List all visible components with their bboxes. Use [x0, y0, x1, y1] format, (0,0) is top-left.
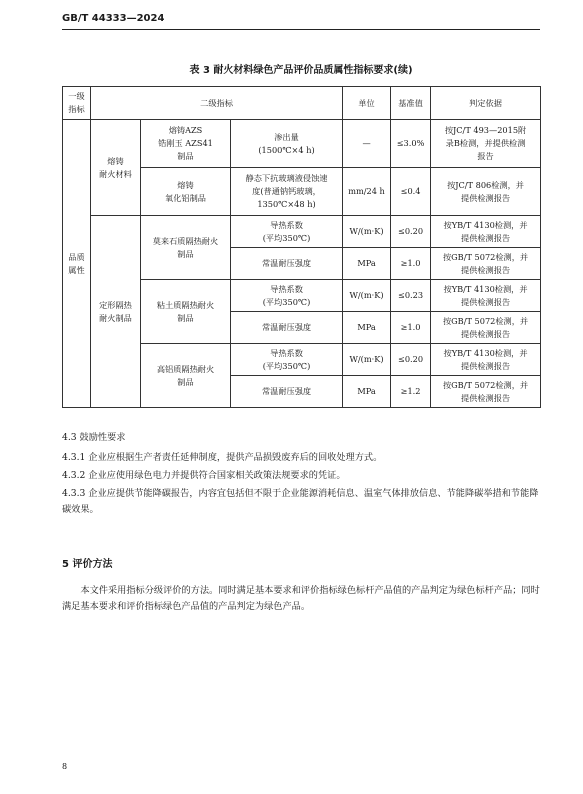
product-cell: 高铝质隔热耐火 制品	[141, 344, 231, 408]
unit-cell: W/(m·K)	[343, 344, 391, 376]
clause-4-3-3: 4.3.3 企业应提供节能降碳报告，内容宜包括但不限于企业能源消耗信息、温室气体排放信息、节能降碳举措和节能降碳效果。	[62, 488, 539, 515]
product-cell: 熔铸 氧化铝制品	[141, 168, 231, 216]
basis-cell: 按YB/T 4130检测，并 提供检测报告	[431, 280, 541, 312]
basis-cell: 按JC/T 493—2015附 录B检测，并提供检测 报告	[431, 120, 541, 168]
indicator-cell: 导热系数 (平均350℃)	[231, 344, 343, 376]
section-5-body: 本文件采用指标分级评价的方法。同时满足基本要求和评价指标绿色标杆产品值的产品判定为绿色标杆产品；同时满足基本要求和评价指标绿色产品值的产品判定为绿色产品。	[62, 585, 540, 612]
product-cell: 熔铸AZS 锆刚玉 AZS41 制品	[141, 120, 231, 168]
quality-attribute-table	[62, 86, 541, 408]
basis-cell: 按GB/T 5072检测，并 提供检测报告	[431, 376, 541, 408]
unit-cell: MPa	[343, 376, 391, 408]
unit-cell: W/(m·K)	[343, 216, 391, 248]
table-row	[63, 120, 541, 168]
table-title: 表 3 耐火材料绿色产品评价品质属性指标要求(续)	[189, 65, 413, 76]
page-number: 8	[62, 762, 68, 771]
unit-cell: mm/24 h	[343, 168, 391, 216]
indicator-cell: 渗出量 (1500℃×4 h)	[231, 120, 343, 168]
basis-cell: 按JC/T 806检测，并 提供检测报告	[431, 168, 541, 216]
basis-cell: 按YB/T 4130检测，并 提供检测报告	[431, 344, 541, 376]
product-cell: 粘土质隔热耐火 制品	[141, 280, 231, 344]
section-4-3-heading: 4.3 鼓励性要求	[62, 432, 126, 443]
baseline-cell: ≤0.20	[391, 344, 431, 376]
baseline-cell: ≤0.23	[391, 280, 431, 312]
standard-code: GB/T 44333—2024	[62, 13, 165, 24]
unit-cell: —	[343, 120, 391, 168]
basis-cell: 按YB/T 4130检测，并 提供检测报告	[431, 216, 541, 248]
indicator-cell: 常温耐压强度	[231, 248, 343, 280]
level1-cell: 品质 属性	[63, 120, 91, 408]
header-unit: 单位	[343, 87, 391, 120]
baseline-cell: ≥1.0	[391, 312, 431, 344]
baseline-cell: ≥1.2	[391, 376, 431, 408]
indicator-cell: 静态下抗玻璃液侵蚀速 度(普通钠钙玻璃， 1350℃×48 h)	[231, 168, 343, 216]
unit-cell: MPa	[343, 312, 391, 344]
header-level2: 二级指标	[91, 87, 343, 120]
group-cell-fused: 熔铸 耐火材料	[91, 120, 141, 216]
header-basis: 判定依据	[431, 87, 541, 120]
header-row	[63, 87, 541, 120]
header-baseline: 基准值	[391, 87, 431, 120]
basis-cell: 按GB/T 5072检测，并 提供检测报告	[431, 248, 541, 280]
indicator-cell: 常温耐压强度	[231, 376, 343, 408]
indicator-cell: 常温耐压强度	[231, 312, 343, 344]
indicator-cell: 导热系数 (平均350℃)	[231, 216, 343, 248]
header-rule	[62, 29, 540, 30]
section-5-heading: 5 评价方法	[62, 559, 113, 570]
baseline-cell: ≤0.20	[391, 216, 431, 248]
unit-cell: MPa	[343, 248, 391, 280]
baseline-cell: ≤0.4	[391, 168, 431, 216]
product-cell: 莫来石质隔热耐火 制品	[141, 216, 231, 280]
basis-cell: 按GB/T 5072检测，并 提供检测报告	[431, 312, 541, 344]
clause-4-3-1: 4.3.1 企业应根据生产者责任延伸制度，提供产品损毁废弃后的回收处理方式。	[62, 452, 383, 463]
clause-4-3-2: 4.3.2 企业应使用绿色电力并提供符合国家相关政策法规要求的凭证。	[62, 470, 346, 481]
group-cell-shaped: 定形隔热 耐火制品	[91, 216, 141, 408]
baseline-cell: ≤3.0%	[391, 120, 431, 168]
table-row	[63, 216, 541, 248]
unit-cell: W/(m·K)	[343, 280, 391, 312]
indicator-cell: 导热系数 (平均350℃)	[231, 280, 343, 312]
baseline-cell: ≥1.0	[391, 248, 431, 280]
header-level1: 一级 指标	[63, 87, 91, 120]
